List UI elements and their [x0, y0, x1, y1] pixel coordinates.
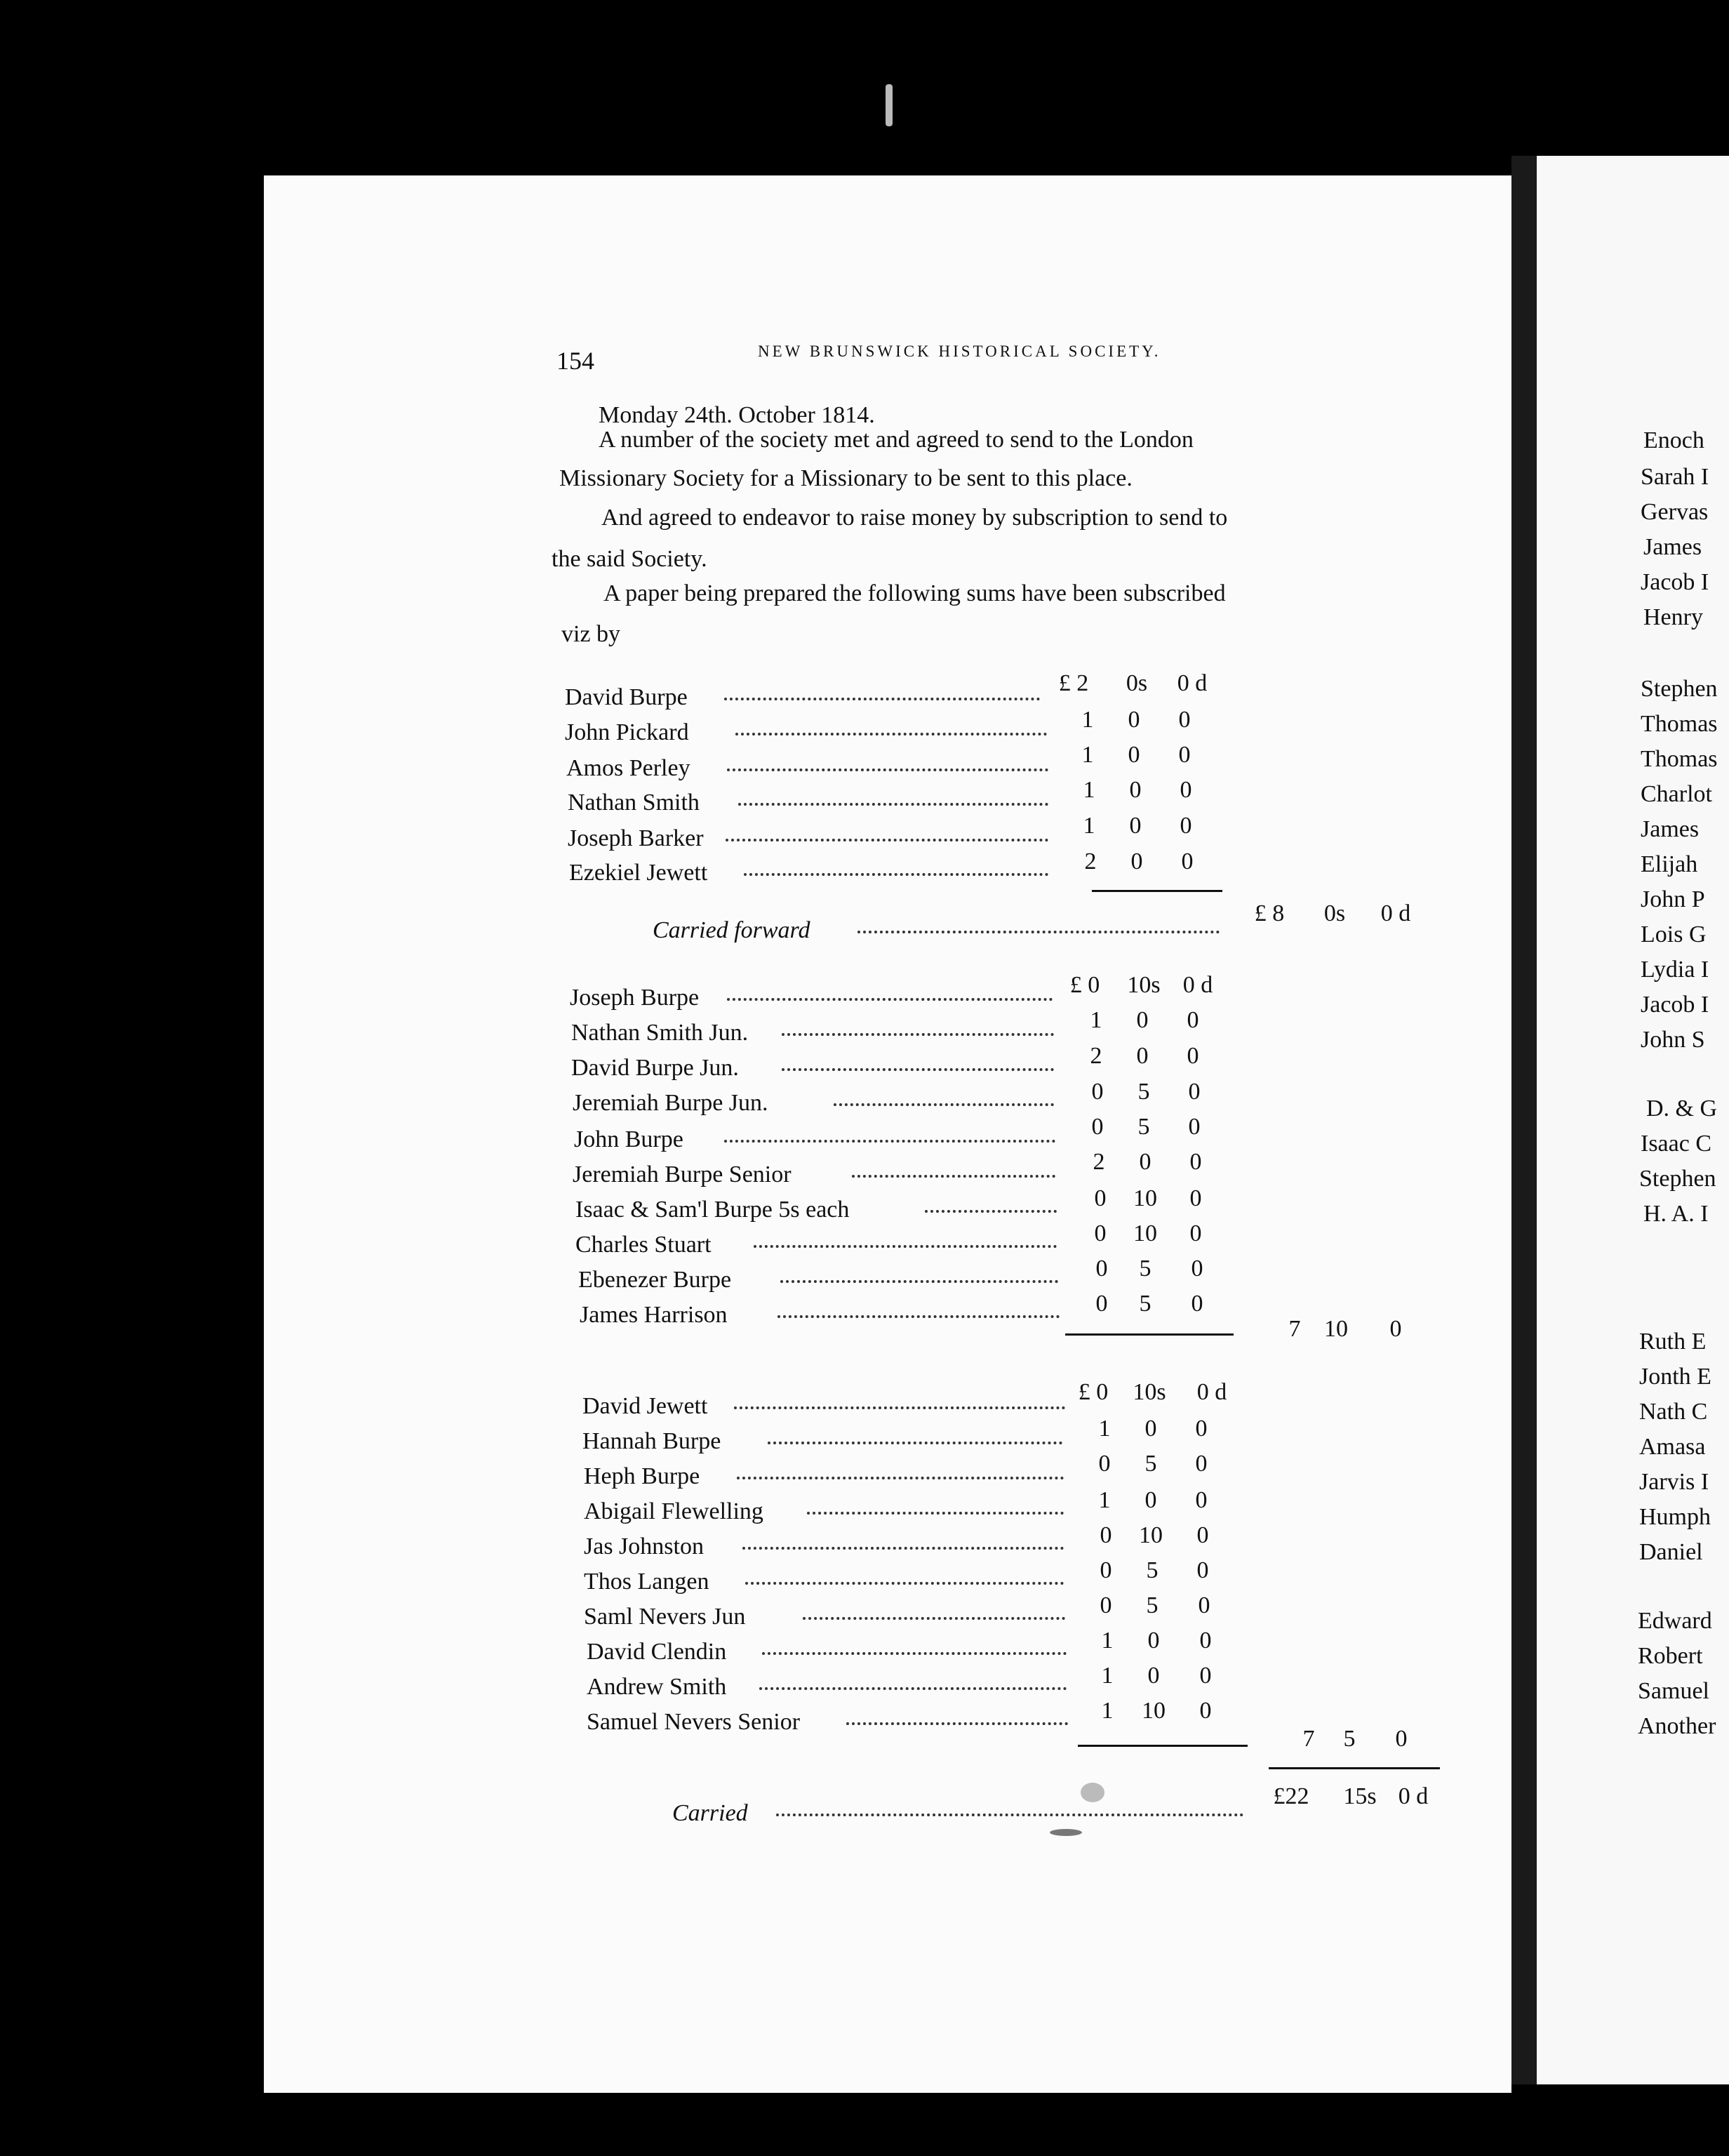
pounds-value: 0: [1091, 1079, 1104, 1105]
pence-value: 0: [1196, 1522, 1209, 1548]
grand-total-pounds: £22: [1273, 1783, 1309, 1809]
pounds-value: 0: [1095, 1291, 1108, 1317]
right-page-fragment: Another: [1638, 1713, 1716, 1739]
leader-dots: [777, 1310, 1060, 1318]
right-page-fragment: Henry: [1643, 604, 1703, 630]
pounds-value: 0: [1100, 1592, 1112, 1618]
subscriber-name: Hannah Burpe: [582, 1428, 721, 1454]
pence-value: 0: [1180, 777, 1192, 803]
leader-dots: [754, 1239, 1057, 1248]
pounds-value: 1: [1083, 813, 1095, 839]
shillings-value: 0: [1136, 1007, 1149, 1033]
pence-value: 0 d: [1182, 972, 1213, 998]
subscriber-name: Ebenezer Burpe: [578, 1267, 732, 1293]
shillings-value: 5: [1144, 1451, 1157, 1477]
leader-dots: [744, 867, 1048, 876]
pence-value: 0: [1191, 1291, 1203, 1317]
pounds-value: 0: [1091, 1114, 1104, 1140]
leader-dots: [768, 1436, 1062, 1444]
pounds-value: 1: [1101, 1663, 1114, 1689]
pence-value: 0: [1195, 1487, 1208, 1513]
pounds-value: £ 0: [1069, 972, 1100, 998]
shillings-value: 0: [1128, 707, 1140, 733]
shillings-value: 5: [1137, 1114, 1150, 1140]
right-page-fragment: Thomas: [1641, 746, 1718, 772]
subscriber-name: Jeremiah Burpe Jun.: [573, 1090, 768, 1116]
right-page-fragment: John S: [1641, 1027, 1705, 1053]
right-page-fragment: Amasa: [1639, 1434, 1706, 1460]
pence-value: 0: [1191, 1256, 1203, 1282]
subscriber-name: Saml Nevers Jun: [584, 1604, 746, 1630]
pence-value: 0: [1188, 1079, 1201, 1105]
pence-value: 0: [1199, 1628, 1212, 1653]
right-page-fragment: Thomas: [1641, 711, 1718, 737]
subscriber-name: Joseph Burpe: [570, 985, 700, 1011]
running-head: NEW BRUNSWICK HISTORICAL SOCIETY.: [758, 342, 1161, 360]
shillings-value: 5: [1139, 1256, 1151, 1282]
pounds-value: 1: [1098, 1416, 1111, 1442]
pence-value: 0: [1195, 1451, 1208, 1477]
pence-total: 0: [1395, 1726, 1408, 1752]
shillings-value: 0: [1147, 1663, 1160, 1689]
shillings-total: 5: [1343, 1726, 1356, 1752]
leader-dots: [726, 833, 1048, 841]
shillings-value: 5: [1146, 1592, 1159, 1618]
leader-dots: [762, 1646, 1067, 1655]
body-line: A paper being prepared the following sums have been subscribed: [603, 580, 1226, 606]
sum-rule: [1269, 1767, 1440, 1769]
leader-dots: [925, 1204, 1057, 1213]
pence-value: 0: [1189, 1185, 1202, 1211]
scan-smudge: [1050, 1829, 1082, 1836]
shillings-value: 0: [1139, 1149, 1151, 1175]
shillings-value: 0: [1130, 849, 1143, 874]
body-line: A number of the society met and agreed to send to the London: [599, 427, 1194, 453]
right-page-fragment: Jacob I: [1641, 992, 1709, 1018]
pence-value: 0: [1178, 707, 1191, 733]
pence-value: 0: [1178, 742, 1191, 768]
leader-dots: [724, 1134, 1055, 1143]
right-page-fragment: James: [1641, 816, 1700, 842]
right-page-fragment: Stephen: [1641, 676, 1718, 702]
pounds-total: 7: [1288, 1316, 1301, 1342]
shillings-value: 10s: [1127, 972, 1161, 998]
book-gutter: [1511, 156, 1537, 2084]
subscriber-name: David Clendin: [587, 1639, 727, 1665]
shillings-value: 5: [1139, 1291, 1151, 1317]
pence-value: 0: [1189, 1149, 1202, 1175]
pence-value: 0: [1199, 1663, 1212, 1689]
shillings-value: 0: [1129, 813, 1142, 839]
leader-dots: [742, 1541, 1064, 1550]
pence-value: 0: [1180, 813, 1192, 839]
right-page-fragment: Lois G: [1641, 921, 1707, 947]
pounds-value: 1: [1083, 777, 1095, 803]
pounds-value: 0: [1100, 1522, 1112, 1548]
leader-dots: [759, 1682, 1067, 1690]
leader-dots: [737, 1471, 1064, 1479]
grand-total-shillings: 15s: [1343, 1783, 1377, 1809]
right-page-fragment: H. A. I: [1643, 1201, 1709, 1227]
shillings-value: 0: [1144, 1487, 1157, 1513]
leader-dots: [834, 1098, 1054, 1106]
pence-value: 0: [1196, 1557, 1209, 1583]
shillings-value: 0: [1147, 1628, 1160, 1653]
pounds-value: 2: [1093, 1149, 1105, 1175]
leader-dots: [780, 1275, 1058, 1283]
subscriber-name: Jas Johnston: [584, 1533, 704, 1559]
pence-value: 0 d: [1177, 670, 1208, 696]
pounds-value: 2: [1084, 849, 1097, 874]
shillings-value: 10: [1139, 1522, 1163, 1548]
subscriber-name: Nathan Smith: [568, 790, 700, 816]
subscriber-name: David Jewett: [582, 1393, 708, 1419]
leader-dots: [846, 1717, 1068, 1725]
right-page-fragment: Humph: [1639, 1504, 1711, 1530]
leader-dots: [776, 1808, 1243, 1816]
leader-dots: [782, 1027, 1054, 1036]
pounds-total: £ 8: [1254, 900, 1285, 926]
pence-value: 0: [1199, 1698, 1212, 1724]
shillings-value: 10s: [1133, 1379, 1166, 1405]
subscriber-name: Jeremiah Burpe Senior: [573, 1162, 792, 1187]
subscriber-name: Andrew Smith: [587, 1674, 727, 1700]
shillings-value: 10: [1133, 1185, 1157, 1211]
scan-mark: [886, 84, 893, 126]
sum-rule: [1092, 890, 1222, 892]
pounds-value: 1: [1101, 1628, 1114, 1653]
pence-value: 0: [1181, 849, 1194, 874]
shillings-value: 0: [1144, 1416, 1157, 1442]
body-line: the said Society.: [552, 546, 707, 572]
right-page-fragment: Charlot: [1641, 781, 1712, 807]
subscriber-name: David Burpe: [565, 684, 688, 710]
pence-value: 0: [1188, 1114, 1201, 1140]
shillings-value: 5: [1146, 1557, 1159, 1583]
page-number: 154: [556, 347, 594, 375]
pounds-value: 0: [1098, 1451, 1111, 1477]
right-page-fragment: Lydia I: [1641, 957, 1709, 983]
right-page-fragment: Ruth E: [1639, 1329, 1707, 1355]
pounds-value: 1: [1090, 1007, 1102, 1033]
subscriber-name: David Burpe Jun.: [571, 1055, 739, 1081]
right-page-fragment: Jonth E: [1639, 1364, 1711, 1390]
leader-dots: [807, 1506, 1064, 1515]
subscriber-name: Amos Perley: [566, 755, 690, 781]
subscriber-name: Abigail Flewelling: [584, 1498, 763, 1524]
pence-value: 0: [1189, 1220, 1202, 1246]
pounds-value: 0: [1094, 1220, 1107, 1246]
carried-forward-label: Carried forward: [653, 917, 810, 943]
carried-label: Carried: [672, 1800, 748, 1826]
subscriber-name: Isaac & Sam'l Burpe 5s each: [575, 1197, 850, 1223]
shillings-total: 10: [1324, 1316, 1348, 1342]
subscriber-name: Charles Stuart: [575, 1232, 712, 1258]
sum-rule: [1078, 1745, 1248, 1747]
leader-dots: [734, 1401, 1065, 1409]
right-page-fragment: Robert: [1638, 1643, 1703, 1669]
body-line: And agreed to endeavor to raise money by subscription to send to: [601, 505, 1228, 531]
date-line: Monday 24th. October 1814.: [599, 402, 875, 428]
pence-value: 0: [1187, 1007, 1199, 1033]
leader-dots: [724, 692, 1040, 700]
leader-dots: [852, 1169, 1055, 1178]
shillings-value: 0: [1128, 742, 1140, 768]
subscriber-name: John Pickard: [565, 719, 689, 745]
shillings-total: 0s: [1323, 900, 1346, 926]
right-page-fragment: Stephen: [1639, 1166, 1716, 1192]
leader-dots: [745, 1576, 1064, 1585]
subscriber-name: Ezekiel Jewett: [569, 860, 708, 886]
leader-dots: [735, 727, 1047, 736]
subscriber-name: Joseph Barker: [568, 825, 704, 851]
right-page-fragment: Jacob I: [1641, 569, 1709, 595]
subscriber-name: Nathan Smith Jun.: [571, 1020, 749, 1046]
right-page-fragment: Isaac C: [1641, 1131, 1712, 1157]
leader-dots: [727, 992, 1053, 1001]
right-page-fragment: Jarvis I: [1639, 1469, 1709, 1495]
pounds-value: 1: [1101, 1698, 1114, 1724]
leader-dots: [803, 1611, 1065, 1620]
right-page-fragment: D. & G: [1646, 1096, 1718, 1122]
sum-rule: [1065, 1333, 1234, 1336]
pounds-value: £ 0: [1078, 1379, 1109, 1405]
pence-total: 0: [1389, 1316, 1402, 1342]
right-page-fragment: Sarah I: [1641, 464, 1709, 490]
leader-dots: [727, 763, 1048, 771]
pounds-value: 1: [1081, 707, 1094, 733]
right-page-fragment: Nath C: [1639, 1399, 1708, 1425]
right-page-fragment: Daniel: [1639, 1539, 1703, 1565]
right-page-fragment: Elijah: [1641, 851, 1698, 877]
subscriber-name: John Burpe: [574, 1126, 683, 1152]
subscriber-name: Samuel Nevers Senior: [587, 1709, 801, 1735]
right-page-fragment: John P: [1641, 886, 1705, 912]
pounds-value: 0: [1095, 1256, 1108, 1282]
pounds-value: 0: [1094, 1185, 1107, 1211]
pounds-total: 7: [1302, 1726, 1315, 1752]
pence-value: 0: [1195, 1416, 1208, 1442]
shillings-value: 10: [1142, 1698, 1166, 1724]
pounds-value: 1: [1098, 1487, 1111, 1513]
subscriber-name: Heph Burpe: [584, 1463, 700, 1489]
shillings-value: 0: [1136, 1043, 1149, 1069]
shillings-value: 5: [1137, 1079, 1150, 1105]
right-page-fragment: Enoch: [1643, 427, 1704, 453]
shillings-value: 10: [1133, 1220, 1157, 1246]
pence-total: 0 d: [1380, 900, 1411, 926]
pounds-value: 2: [1090, 1043, 1102, 1069]
shillings-value: 0s: [1126, 670, 1148, 696]
pence-value: 0: [1198, 1592, 1210, 1618]
leader-dots: [857, 925, 1220, 933]
leader-dots: [738, 797, 1048, 806]
pounds-value: 1: [1081, 742, 1094, 768]
pounds-value: £ 2: [1058, 670, 1089, 696]
scan-smudge: [1081, 1783, 1104, 1802]
subscriber-name: Thos Langen: [584, 1569, 709, 1595]
body-line: viz by: [561, 621, 621, 647]
right-page-fragment: Edward: [1638, 1608, 1712, 1634]
pence-value: 0: [1187, 1043, 1199, 1069]
right-page-fragment: James: [1643, 534, 1702, 560]
pounds-value: 0: [1100, 1557, 1112, 1583]
shillings-value: 0: [1129, 777, 1142, 803]
grand-total-pence: 0 d: [1398, 1783, 1429, 1809]
leader-dots: [782, 1063, 1054, 1071]
pence-value: 0 d: [1196, 1379, 1227, 1405]
right-page-fragment: Gervas: [1641, 499, 1709, 525]
right-page-fragment: Samuel: [1638, 1678, 1709, 1704]
body-line: Missionary Society for a Missionary to be sent to this place.: [559, 465, 1133, 491]
subscriber-name: James Harrison: [580, 1302, 728, 1328]
